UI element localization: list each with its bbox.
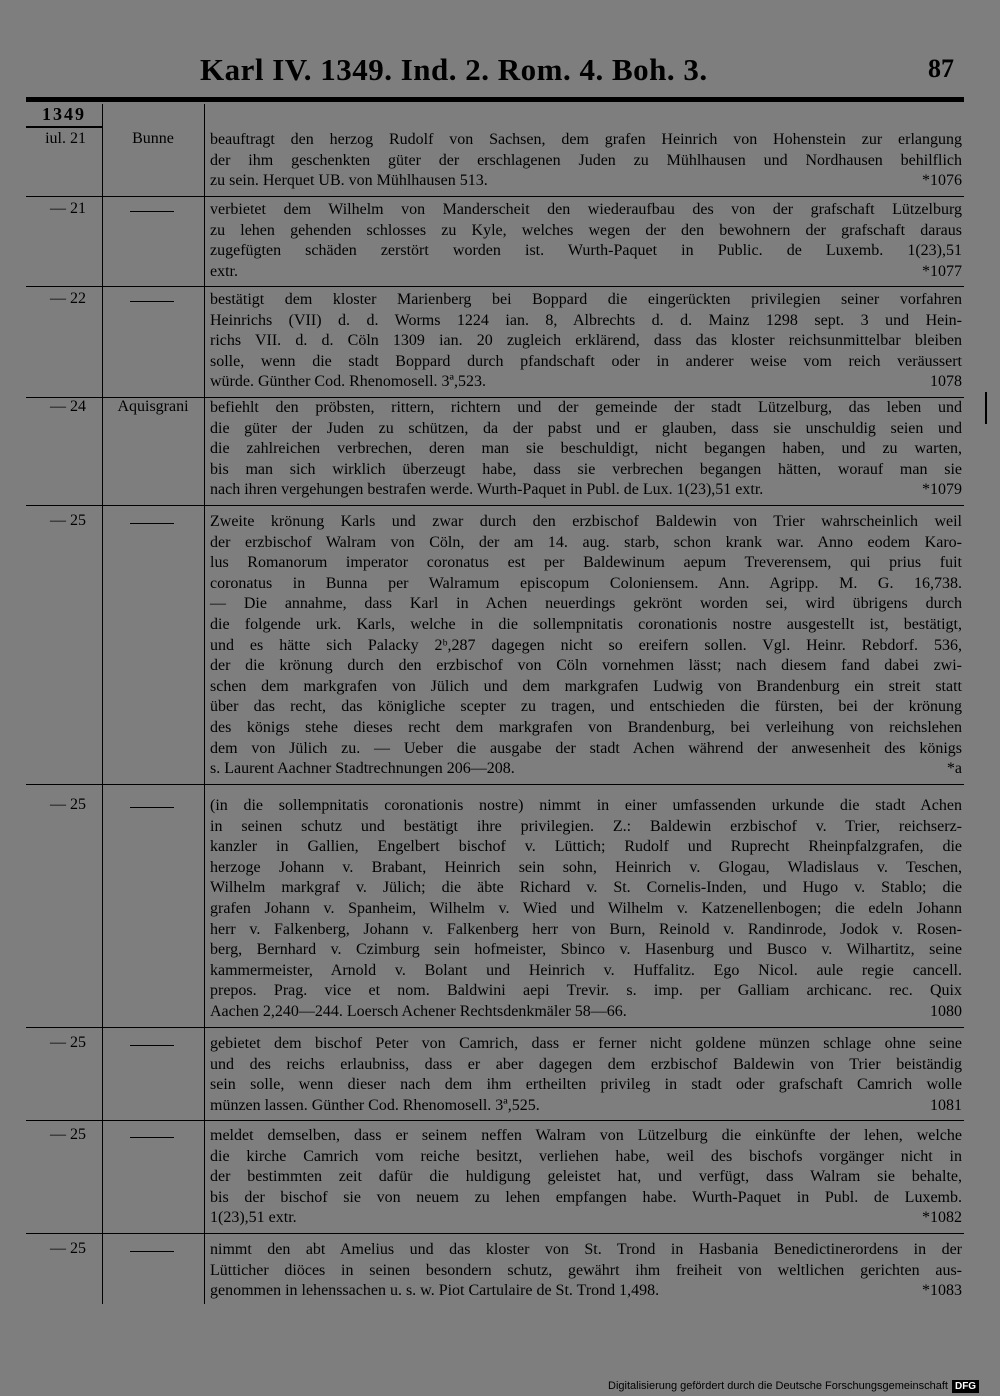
text-line: und es hätte sich Palacky 2ᵇ,287 dagegen nicht so ereifern sollen. Vgl. Heinr. Rebdorf. 536, (210, 636, 962, 654)
entry-separator (26, 286, 964, 287)
entry-text (210, 398, 962, 501)
text-line: coronatus in Bunna per Walramum episcopum Coloniensem. Ann. Agripp. M. G. 16,738. (210, 574, 962, 592)
text-line: bis man sich wirklich überzeugt habe, dass sie verbrechen begangen hätten, worauf man sie (210, 460, 962, 478)
entry-place: Bunne (132, 130, 174, 147)
text-line: herr v. Falkenberg, Johann v. Falkenberg herr von Burn, Reinold v. Randinrode, Jodok v. Rosen- (210, 920, 962, 938)
entry-date: — 25 (50, 1240, 86, 1257)
citation: 1(23),51 extr. (210, 1209, 297, 1227)
text-line: befiehlt den pröbsten, rittern, richtern und der gemeinde der stadt Lützelburg, das leben und (210, 399, 962, 416)
entry-text (210, 796, 962, 1023)
text-line: über das recht, das königliche scepter zu tragen, und entschieden die fürsten, bei der krönung (210, 698, 962, 716)
text-line: gebietet dem bischof Peter von Camrich, dass er ferner nicht goldene münzen schlage ohne seine (210, 1035, 962, 1052)
text-line: die zahlreichen verbrechen, deren man sie beschuldigt, nicht begangen haben, und zu warten, (210, 440, 962, 458)
ditto-dash (130, 301, 174, 302)
entry-separator (26, 505, 964, 506)
entry-date: — 25 (50, 1126, 86, 1143)
regest-number: *1082 (922, 1209, 962, 1227)
text-line: berg, Bernhard v. Czimburg sein hofmeister, Sbinco v. Hasenburg und Busco v. Wilhartitz, seine (210, 941, 962, 959)
entry-separator (26, 196, 964, 197)
text-line-last (210, 1208, 962, 1229)
text-line: sein solle, wenn dieser nach dem ihm ertheilten privileg in stadt oder grafschaft Camrich wolle (210, 1076, 962, 1094)
text-line: kammermeister, Arnold v. Bolant und Heinrich v. Huffalitz. Ego Nicol. aule regie cancell. (210, 961, 962, 979)
footer-credit (608, 1378, 998, 1394)
column-divider-place (204, 104, 205, 1304)
text-line: meldet demselben, dass er seinem neffen Walram von Lützelburg die einkünfte der lehen, welche (210, 1127, 962, 1144)
text-line: bis der bischof sie von neuem zu lehen empfangen habe. Wurth-Paquet in Publ. de Luxemb. (210, 1188, 962, 1206)
text-line: Wilhelm markgraf v. Jülich; die äbte Richard v. St. Cornelis-Inden, und Hugo v. Stablo; die (210, 879, 962, 897)
regest-number: 1081 (930, 1096, 962, 1114)
text-line: der ihm geschenkten güter der erschlagenen Juden zu Mühlhausen und Nordhausen behilflich (210, 151, 962, 169)
text-line-last (210, 262, 962, 283)
entry-text (210, 512, 962, 780)
text-line: der die krönung durch den erzbischof von Cöln vornehmen lässt; nach diesem fand dabei zwi- (210, 657, 962, 675)
entry-place: Aquisgrani (117, 398, 189, 415)
text-line: nimmt den abt Amelius und das kloster von St. Trond in Hasbania Benedictinerordens in der (210, 1241, 962, 1258)
regest-number: *a (946, 760, 962, 778)
text-line: Zweite krönung Karls und zwar durch den erzbischof Baldewin von Trier wahrscheinlich weil (210, 513, 962, 530)
text-line: zugefügten schäden zerstört worden ist. Wurth-Paquet in Public. de Luxemb. 1(23),51 (210, 242, 962, 260)
year-column-header: 1349 (26, 104, 102, 128)
text-line: Lütticher diöces in seinen besondern schutz, gewährt ihm freiheit von weltlichen gerichten aus- (210, 1261, 962, 1279)
citation: s. Laurent Aachner Stadtrechnungen 206—208. (210, 760, 515, 778)
text-line: der erzbischof Walram von Cöln, der am 14. aug. starb, schon krank war. Anno eodem Karo- (210, 533, 962, 551)
entry-text (210, 200, 962, 282)
dfg-logo: DFG (952, 1380, 979, 1393)
column-divider-date (102, 104, 103, 1304)
entry-text (210, 130, 962, 192)
citation: würde. Günther Cod. Rhenomosell. 3ª,523. (210, 373, 486, 391)
margin-mark (985, 392, 987, 424)
text-line: zu lehen gehenden schlosses zu Kyle, welches wegen der den bewohnern der grafschaft daraus (210, 221, 962, 239)
entry-date: — 25 (50, 796, 86, 813)
text-line: und des reichs erlaubniss, dass er aber dagegen dem erzbischof Baldewin von Trier beiständig (210, 1055, 962, 1073)
text-line: richs VII. d. d. Cöln 1309 ian. 20 zugleich erklärend, dass das kloster reichsunmittelbar bleiben (210, 332, 962, 350)
citation: nach ihren vergehungen bestrafen werde. Wurth-Paquet in Publ. de Lux. 1(23),51 extr. (210, 481, 764, 499)
entry-separator (26, 1120, 964, 1121)
text-line: (in die sollempnitatis coronationis nostre) nimmt in einer umfassenden urkunde die stadt Achen (210, 797, 962, 814)
text-line: prepos. Prag. vice et nom. Baldwini aepi Trevir. s. imp. per Galliam archicanc. rec. Quix (210, 982, 962, 1000)
ditto-dash (130, 211, 174, 212)
ditto-dash (130, 807, 174, 808)
text-line: grafen Johann v. Spanheim, Wilhelm v. Wied und Wilhelm v. Katzenellenbogen; die edeln Johann (210, 899, 962, 917)
entry-separator (26, 784, 964, 785)
text-line: die folgende urk. Karls, welche in die sollempnitatis coronationis nostre ausgestellt ist, bestätigt, (210, 615, 962, 633)
text-line: beauftragt den herzog Rudolf von Sachsen, dem grafen Heinrich von Hohenstein zur erlangung (210, 131, 962, 148)
text-line-last (210, 1096, 962, 1117)
entry-date: iul. 21 (45, 130, 86, 147)
text-line: die güter der Juden zu schützen, da der pabst und er glauben, dass sie unschuldig seien und (210, 419, 962, 437)
ditto-dash (130, 1045, 174, 1046)
running-title: Karl IV. 1349. Ind. 2. Rom. 4. Boh. 3. (200, 52, 708, 87)
text-line-last (210, 372, 962, 393)
text-line-last (210, 1281, 962, 1302)
entry-date: — 25 (50, 512, 86, 529)
text-line: kanzler in Gallien, Engelbert bischof v. Lüttich; Rudolf und Ruprecht Rheinpfalzgrafen, die (210, 838, 962, 856)
citation: extr. (210, 262, 238, 280)
entry-text (210, 1126, 962, 1229)
citation: zu sein. Herquet UB. von Mühlhausen 513. (210, 172, 488, 190)
entry-text (210, 1240, 962, 1302)
entry-date: — 25 (50, 1034, 86, 1051)
text-line: lus Romanorum imperator coronatus est per Baldewinum aepum Treverensem, qui prius fuit (210, 554, 962, 572)
regest-number: *1077 (922, 262, 962, 280)
entry-date: — 22 (50, 290, 86, 307)
text-line-last (210, 480, 962, 501)
text-line: verbietet dem Wilhelm von Manderscheit den wiederaufbau des von der grafschaft Lützelburg (210, 201, 962, 218)
text-line-last (210, 1002, 962, 1023)
page-header (0, 50, 1000, 90)
header-rule (26, 97, 964, 102)
regest-number: 1080 (930, 1002, 962, 1020)
regest-number: *1076 (922, 172, 962, 190)
entry-date: — 24 (50, 398, 86, 415)
entry-text (210, 1034, 962, 1116)
text-line: dem von Jülich zu. — Ueber die ausgabe der stadt Achen während der anwesenheit des königs (210, 739, 962, 757)
text-line: — Die annahme, dass Karl in Achen neuerdings gekrönt worden sei, wird übrigens durch (210, 595, 962, 613)
ditto-dash (130, 523, 174, 524)
text-line: in seinen schutz und bestätigt ihre privilegien. Z.: Baldewin erzbischof v. Trier, reichserz- (210, 817, 962, 835)
text-line: solle, wenn die stadt Boppard durch pfandschaft oder in anderer weise vom reich veräussert (210, 352, 962, 370)
entry-separator (26, 1233, 964, 1234)
citation: genommen in lehenssachen u. s. w. Piot Cartulaire de St. Trond 1,498. (210, 1282, 660, 1300)
regest-number: *1083 (922, 1282, 962, 1300)
text-line: der bestimmten zeit dafür die huldigung geleistet hat, und verfügt, dass Walram sie behalte, (210, 1168, 962, 1186)
text-line-last (210, 171, 962, 192)
entry-separator (26, 1027, 964, 1028)
ditto-dash (130, 1251, 174, 1252)
entry-text (210, 290, 962, 393)
text-line: Heinrichs (VII) d. d. Worms 1224 ian. 8, Albrechts d. d. Mainz 1298 sept. 3 und Hein- (210, 311, 962, 329)
regest-number: 1078 (930, 373, 962, 391)
text-line-last (210, 759, 962, 780)
text-line: die kirche Camrich vom reiche besitzt, verliehen habe, weil des bischofs vorgänger nicht in (210, 1147, 962, 1165)
citation: münzen lassen. Günther Cod. Rhenomosell. 3ª,525. (210, 1096, 540, 1114)
citation: Aachen 2,240—244. Loersch Achener Rechtsdenkmäler 58—66. (210, 1002, 627, 1020)
ditto-dash (130, 1137, 174, 1138)
regest-number: *1079 (922, 481, 962, 499)
text-line: bestätigt dem kloster Marienberg bei Boppard die eingerückten privilegien seiner vorfahren (210, 291, 962, 308)
text-line: herzoge Johann v. Brabant, Heinrich sein sohn, Heinrich v. Glogau, Wladislaus v. Teschen, (210, 858, 962, 876)
footer-text: Digitalisierung gefördert durch die Deutsche Forschungsgemeinschaft (608, 1380, 948, 1392)
entry-date: — 21 (50, 200, 86, 217)
text-line: des königs stehe dieses recht dem markgrafen von Brandenburg, bei verleihung von reichslehen (210, 718, 962, 736)
page-number: 87 (928, 54, 954, 83)
text-line: schen dem markgrafen von Jülich und dem markgrafen Ludwig von Brandenburg ein streit statt (210, 677, 962, 695)
